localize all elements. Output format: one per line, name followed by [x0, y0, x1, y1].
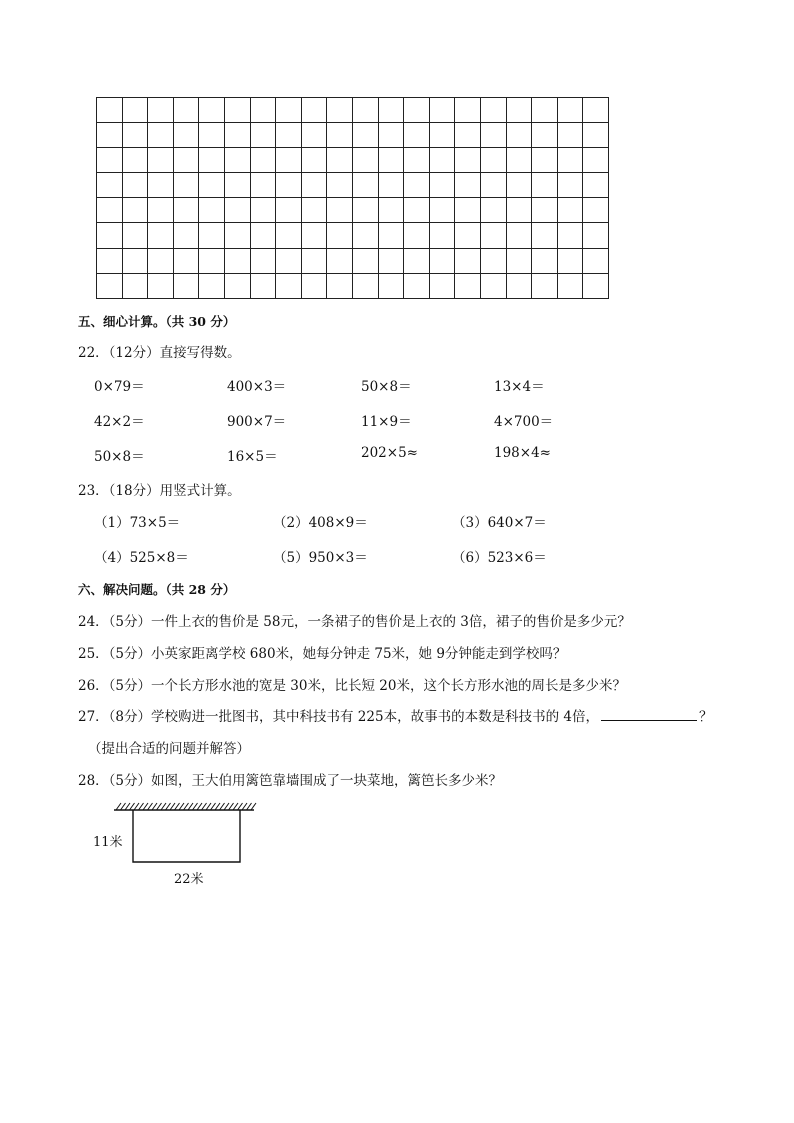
hatch-mark [202, 803, 207, 810]
calc-item: 900×7＝ [227, 414, 287, 430]
grid-cell [97, 223, 123, 248]
grid-cell [123, 223, 149, 248]
grid-cell [199, 173, 225, 198]
grid-cell [123, 249, 149, 274]
grid-cell [583, 198, 609, 223]
grid-cell [558, 223, 584, 248]
grid-cell [148, 123, 174, 148]
grid-cell [327, 249, 353, 274]
grid-cell [174, 249, 200, 274]
grid-cell [251, 123, 277, 148]
grid-cell [302, 249, 328, 274]
grid-cell [276, 249, 302, 274]
grid-cell [558, 98, 584, 123]
grid-cell [97, 249, 123, 274]
grid-cell [199, 98, 225, 123]
grid-cell [532, 173, 558, 198]
calc-item: 198×4≈ [494, 445, 551, 461]
grid-cell [558, 123, 584, 148]
grid-cell [558, 274, 584, 299]
grid-cell [430, 198, 456, 223]
hatch-mark [238, 803, 243, 810]
grid-cell [148, 274, 174, 299]
grid-cell [174, 123, 200, 148]
grid-cell [353, 98, 379, 123]
grid-cell [353, 173, 379, 198]
grid-cell [302, 123, 328, 148]
grid-cell [199, 249, 225, 274]
hatch-mark [229, 803, 234, 810]
grid-cell [327, 148, 353, 173]
grid-cell [174, 173, 200, 198]
grid-cell [199, 274, 225, 299]
grid-cell [455, 98, 481, 123]
side-length-label: 11米 [93, 835, 123, 850]
question-27 [78, 705, 712, 725]
hatch-mark [220, 803, 225, 810]
calc-item: 13×4＝ [494, 379, 545, 395]
grid-cell [123, 198, 149, 223]
grid-cell [532, 223, 558, 248]
hatch-mark [152, 803, 157, 810]
grid-cell [174, 198, 200, 223]
grid-cell [455, 249, 481, 274]
grid-cell [327, 173, 353, 198]
hatch-mark [215, 803, 220, 810]
grid-cell [481, 148, 507, 173]
grid-cell [199, 123, 225, 148]
grid-cell [583, 98, 609, 123]
grid-cell [481, 173, 507, 198]
grid-cell [302, 198, 328, 223]
grid-cell [481, 223, 507, 248]
grid-cell [353, 123, 379, 148]
grid-cell [123, 123, 149, 148]
question-22-title: 22．（12分）直接写得数。 [78, 345, 241, 361]
grid-cell [225, 249, 251, 274]
hatch-mark [175, 803, 180, 810]
grid-cell [123, 148, 149, 173]
grid-cell [327, 98, 353, 123]
grid-cell [353, 198, 379, 223]
hatch-mark [170, 803, 175, 810]
grid-cell [430, 274, 456, 299]
grid-cell [174, 148, 200, 173]
grid-cell [199, 198, 225, 223]
grid-cell [532, 123, 558, 148]
grid-cell [251, 249, 277, 274]
grid-cell [558, 249, 584, 274]
wall-hatching [116, 803, 256, 810]
grid-cell [199, 223, 225, 248]
grid-cell [97, 274, 123, 299]
grid-cell [583, 123, 609, 148]
question-23-title: 23．（18分）用竖式计算。 [78, 483, 241, 499]
grid-cell [430, 148, 456, 173]
grid-cell [430, 249, 456, 274]
grid-cell [532, 249, 558, 274]
grid-cell [404, 98, 430, 123]
grid-cell [148, 98, 174, 123]
grid-cell [507, 223, 533, 248]
calc-item: 0×79＝ [94, 379, 145, 395]
grid-cell [379, 98, 405, 123]
grid-cell [148, 148, 174, 173]
grid-cell [404, 249, 430, 274]
grid-cell [251, 148, 277, 173]
grid-cell [174, 98, 200, 123]
grid-cell [225, 223, 251, 248]
hatch-mark [247, 803, 252, 810]
grid-cell [481, 274, 507, 299]
grid-cell [481, 123, 507, 148]
grid-cell [353, 249, 379, 274]
grid-cell [455, 148, 481, 173]
grid-cell [379, 198, 405, 223]
hatch-mark [121, 803, 126, 810]
grid-cell [379, 274, 405, 299]
hatch-mark [184, 803, 189, 810]
grid-cell [430, 98, 456, 123]
grid-cell [97, 198, 123, 223]
grid-cell [276, 223, 302, 248]
grid-cell [148, 249, 174, 274]
hatch-mark [206, 803, 211, 810]
calc-item: 50×8＝ [361, 379, 412, 395]
question-27-text: 27．（8分）学校购进一批图书，其中科技书有 225本，故事书的本数是科技书的 4倍， [78, 709, 599, 725]
grid-cell [97, 123, 123, 148]
grid-cell [404, 223, 430, 248]
grid-cell [583, 274, 609, 299]
grid-cell [532, 98, 558, 123]
grid-cell [199, 148, 225, 173]
grid-cell [455, 198, 481, 223]
grid-cell [97, 148, 123, 173]
vertical-calc-item: （2）408×9＝ [273, 515, 368, 531]
question-27-note: （提出合适的问题并解答） [88, 741, 250, 757]
hatch-mark [143, 803, 148, 810]
vertical-calc-item: （4）525×8＝ [94, 550, 189, 566]
grid-cell [123, 98, 149, 123]
hatch-mark [188, 803, 193, 810]
grid-cell [251, 274, 277, 299]
grid-cell [251, 223, 277, 248]
grid-cell [225, 148, 251, 173]
grid-cell [583, 249, 609, 274]
question-24: 24．（5分）一件上衣的售价是 58元，一条裙子的售价是上衣的 3倍，裙子的售价是多少元？ [78, 614, 631, 630]
grid-cell [379, 148, 405, 173]
grid-cell [327, 274, 353, 299]
grid-cell [379, 123, 405, 148]
grid-cell [558, 148, 584, 173]
grid-cell [327, 198, 353, 223]
hatch-mark [116, 803, 121, 810]
grid-cell [251, 173, 277, 198]
hatch-mark [139, 803, 144, 810]
grid-cell [583, 173, 609, 198]
vertical-calc-item: （1）73×5＝ [94, 515, 181, 531]
grid-cell [353, 223, 379, 248]
grid-cell [455, 223, 481, 248]
hatch-mark [148, 803, 153, 810]
grid-cell [174, 274, 200, 299]
grid-cell [404, 198, 430, 223]
grid-cell [225, 123, 251, 148]
hatch-mark [193, 803, 198, 810]
question-28: 28．（5分）如图，王大伯用篱笆靠墙围成了一块菜地，篱笆长多少米？ [78, 773, 503, 789]
grid-cell [404, 274, 430, 299]
hatch-mark [233, 803, 238, 810]
grid-cell [532, 274, 558, 299]
hatch-mark [125, 803, 130, 810]
grid-cell [507, 249, 533, 274]
grid-cell [302, 98, 328, 123]
fence-diagram [90, 795, 270, 890]
grid-cell [583, 223, 609, 248]
grid-cell [532, 198, 558, 223]
grid-cell [276, 173, 302, 198]
grid-cell [430, 173, 456, 198]
grid-cell [97, 173, 123, 198]
calc-item: 202×5≈ [361, 445, 418, 461]
grid-cell [327, 223, 353, 248]
grid-cell [558, 173, 584, 198]
grid-cell [327, 123, 353, 148]
grid-cell [379, 173, 405, 198]
grid-cell [225, 173, 251, 198]
grid-cell [379, 223, 405, 248]
question-27-mark: ？ [698, 709, 713, 725]
grid-cell [276, 274, 302, 299]
hatch-mark [157, 803, 162, 810]
vertical-calc-item: （3）640×7＝ [452, 515, 547, 531]
calc-item: 16×5＝ [227, 449, 278, 465]
grid-cell [97, 98, 123, 123]
hatch-mark [197, 803, 202, 810]
grid-cell [430, 223, 456, 248]
grid-cell [404, 148, 430, 173]
grid-cell [174, 223, 200, 248]
bottom-length-label: 22米 [174, 872, 204, 887]
grid-cell [123, 173, 149, 198]
grid-cell [481, 249, 507, 274]
grid-cell [276, 198, 302, 223]
question-26: 26．（5分）一个长方形水池的宽是 30米，比长短 20米，这个长方形水池的周长是多少米？ [78, 678, 626, 694]
calc-item: 4×700＝ [494, 414, 554, 430]
grid-cell [455, 274, 481, 299]
grid-cell [123, 274, 149, 299]
grid-cell [302, 223, 328, 248]
grid-cell [225, 274, 251, 299]
grid-cell [302, 274, 328, 299]
writing-grid [96, 97, 609, 299]
answer-blank[interactable] [601, 708, 697, 721]
grid-cell [225, 98, 251, 123]
calc-item: 50×8＝ [94, 449, 145, 465]
grid-cell [251, 98, 277, 123]
grid-cell [455, 123, 481, 148]
grid-cell [507, 98, 533, 123]
grid-cell [507, 274, 533, 299]
hatch-mark [224, 803, 229, 810]
grid-cell [379, 249, 405, 274]
fence-outline [133, 810, 240, 862]
hatch-mark [166, 803, 171, 810]
calc-item: 42×2＝ [94, 414, 145, 430]
hatch-mark [251, 803, 256, 810]
grid-cell [353, 148, 379, 173]
vertical-calc-item: （6）523×6＝ [452, 550, 547, 566]
hatch-mark [211, 803, 216, 810]
grid-cell [507, 173, 533, 198]
vertical-calc-item: （5）950×3＝ [273, 550, 368, 566]
grid-cell [302, 148, 328, 173]
calc-item: 11×9＝ [361, 414, 412, 430]
hatch-mark [161, 803, 166, 810]
grid-cell [148, 223, 174, 248]
grid-cell [302, 173, 328, 198]
hatch-mark [242, 803, 247, 810]
question-25: 25．（5分）小英家距离学校 680米，她每分钟走 75米，她 9分钟能走到学校吗？ [78, 646, 567, 662]
hatch-mark [130, 803, 135, 810]
grid-cell [532, 148, 558, 173]
grid-cell [507, 123, 533, 148]
grid-cell [353, 274, 379, 299]
grid-cell [148, 173, 174, 198]
grid-cell [481, 198, 507, 223]
grid-cell [583, 148, 609, 173]
grid-cell [276, 148, 302, 173]
section-five-title: 五、细心计算。（共 30 分） [78, 314, 236, 329]
grid-cell [404, 173, 430, 198]
grid-cell [148, 198, 174, 223]
grid-cell [481, 98, 507, 123]
grid-cell [507, 148, 533, 173]
grid-cell [225, 198, 251, 223]
grid-cell [276, 123, 302, 148]
grid-cell [507, 198, 533, 223]
section-six-title: 六、解决问题。（共 28 分） [78, 582, 236, 597]
hatch-mark [179, 803, 184, 810]
grid-cell [455, 173, 481, 198]
grid-cell [276, 98, 302, 123]
calc-item: 400×3＝ [227, 379, 287, 395]
grid-cell [251, 198, 277, 223]
hatch-mark [134, 803, 139, 810]
grid-cell [404, 123, 430, 148]
grid-cell [430, 123, 456, 148]
grid-cell [558, 198, 584, 223]
